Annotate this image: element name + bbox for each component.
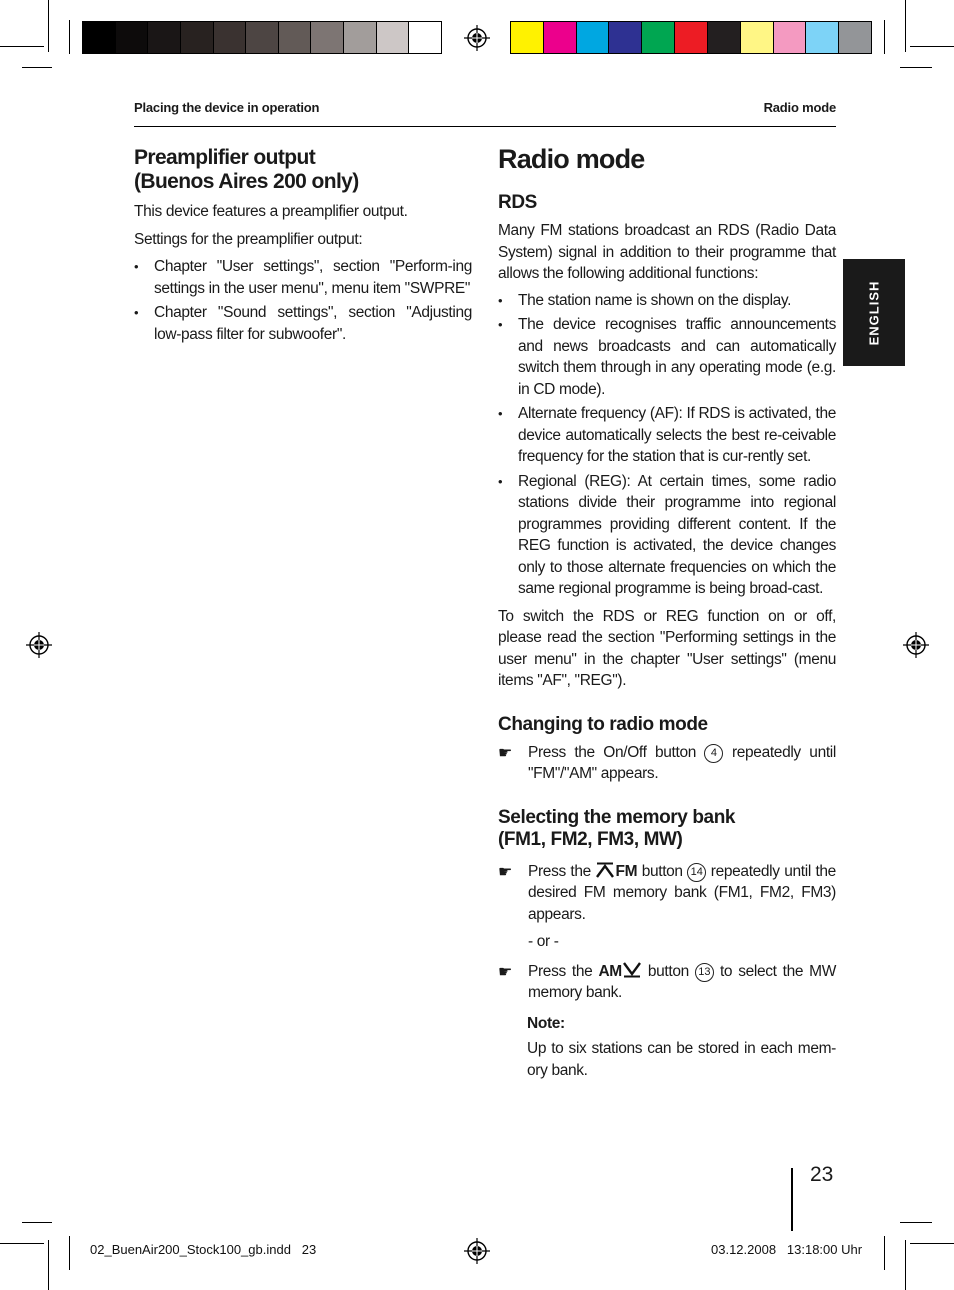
color-swatch	[675, 22, 708, 53]
right-column	[498, 144, 836, 1081]
crop-mark	[22, 1222, 52, 1223]
crop-mark	[0, 46, 44, 47]
color-swatch	[83, 22, 116, 53]
page-title: Radio mode	[498, 144, 645, 174]
pointing-hand-icon: ☛	[498, 744, 512, 762]
color-swatch	[511, 22, 544, 53]
crop-mark	[910, 1243, 954, 1244]
am-button-number: 13	[695, 963, 714, 982]
header-section-title: Placing the device in operation	[134, 100, 320, 115]
color-swatch	[214, 22, 247, 53]
color-swatch	[708, 22, 741, 53]
color-swatch	[279, 22, 312, 53]
gray-ramp-color-bar	[82, 21, 442, 54]
memory-bank-heading: Selecting the memory bank (FM1, FM2, FM3, MW)	[498, 806, 736, 850]
color-swatch	[409, 22, 441, 53]
crop-mark	[905, 1240, 906, 1290]
rds-functions-list	[498, 290, 836, 600]
preamp-settings-para: Settings for the preamplifier output:	[134, 230, 363, 248]
color-swatch	[148, 22, 181, 53]
note-label: Note:	[527, 1014, 565, 1032]
up-arrow-bar-icon	[595, 862, 615, 878]
left-column	[134, 146, 472, 345]
color-swatch	[609, 22, 642, 53]
pointing-hand-icon: ☛	[498, 863, 512, 881]
fm-key-label: FM	[615, 862, 638, 880]
on-off-button-number: 4	[704, 744, 723, 763]
preamp-heading	[134, 146, 472, 194]
footer-date: 03.12.2008 13:18:00 Uhr	[711, 1242, 863, 1257]
registration-mark-icon	[903, 632, 929, 658]
preamp-heading-line1: Preamplifier output	[134, 146, 316, 169]
crop-mark	[905, 0, 906, 52]
color-swatch	[116, 22, 149, 53]
color-swatch	[577, 22, 610, 53]
preamp-settings-list	[134, 256, 472, 345]
rds-outro: To switch the RDS or REG function on or off, please read the section "Performing settings in the user menu" in the chapter "User settings" (menu items "AF", "REG").	[498, 607, 836, 689]
crop-mark	[69, 1236, 70, 1270]
page-number-rule	[791, 1168, 793, 1231]
registration-mark-icon	[464, 1238, 490, 1264]
crop-mark	[69, 20, 70, 54]
crop-mark	[22, 67, 52, 68]
list-item: • Chapter "User settings", section "Perform-ing settings in the user menu", menu item "SWPRE"	[134, 256, 472, 299]
list-item: • Alternate frequency (AF): If RDS is activated, the device automatically selects the best re-ceivable frequency for the station that is cur-rently set.	[498, 403, 836, 468]
color-swatch	[344, 22, 377, 53]
color-swatch	[377, 22, 410, 53]
color-swatch	[774, 22, 807, 53]
running-header	[134, 98, 836, 127]
am-key-label: AM	[598, 962, 622, 980]
fm-step: ☛ Press the FM button 14 repeatedly until the desired FM memory bank (FM1, FM2, FM3) appears.	[498, 862, 836, 923]
color-swatch	[642, 22, 675, 53]
crop-mark	[48, 1240, 49, 1290]
process-color-bar	[510, 21, 872, 54]
color-swatch	[806, 22, 839, 53]
changing-radio-step: ☛ Press the On/Off button 4 repeatedly until "FM"/"AM" appears.	[498, 743, 836, 782]
rds-intro: Many FM stations broadcast an RDS (Radio Data System) signal in addition to their programme that allows the following additional functions:	[498, 222, 836, 282]
page-number: 23	[810, 1163, 834, 1186]
color-swatch	[311, 22, 344, 53]
language-tab-label: ENGLISH	[866, 280, 882, 345]
crop-mark	[900, 67, 932, 68]
crop-mark	[48, 0, 49, 52]
fm-button-number: 14	[687, 863, 706, 882]
registration-mark-icon	[26, 632, 52, 658]
crop-mark	[910, 46, 954, 47]
crop-mark	[900, 1222, 932, 1223]
color-swatch	[181, 22, 214, 53]
preamp-para: This device features a preamplifier output.	[134, 203, 408, 220]
pointing-hand-icon: ☛	[498, 963, 512, 981]
color-swatch	[839, 22, 871, 53]
color-swatch	[246, 22, 279, 53]
note-text: Up to six stations can be stored in each mem-ory bank.	[527, 1040, 836, 1079]
list-item: • The station name is shown on the display.	[498, 290, 836, 312]
language-tab	[843, 259, 905, 366]
crop-mark	[884, 20, 885, 54]
changing-radio-heading: Changing to radio mode	[498, 713, 708, 735]
crop-mark	[884, 1236, 885, 1270]
list-item: • Chapter "Sound settings", section "Adjusting low-pass filter for subwoofer".	[134, 302, 472, 345]
footer-file-name: 02_BuenAir200_Stock100_gb.indd 23	[90, 1242, 317, 1257]
rds-heading: RDS	[498, 192, 537, 213]
list-item: • Regional (REG): At certain times, some radio stations divide their programme into regional programmes providing different content. If the REG function is activated, the device changes only to those alternate frequencies on which the same regional programme is being broad-cast.	[498, 471, 836, 600]
header-chapter-title: Radio mode	[763, 100, 836, 115]
am-step: ☛ Press the AM button 13 to select the MW memory bank.	[498, 962, 836, 1001]
preamp-heading-line2: (Buenos Aires 200 only)	[134, 170, 359, 193]
crop-mark	[0, 1243, 44, 1244]
color-swatch	[741, 22, 774, 53]
list-item: • The device recognises traffic announcements and news broadcasts and can automatically switch them through in any operating mode (e.g. in CD mode).	[498, 314, 836, 400]
down-arrow-bar-icon	[622, 962, 642, 978]
color-swatch	[544, 22, 577, 53]
or-separator: - or -	[528, 933, 559, 950]
registration-mark-icon	[464, 25, 490, 51]
